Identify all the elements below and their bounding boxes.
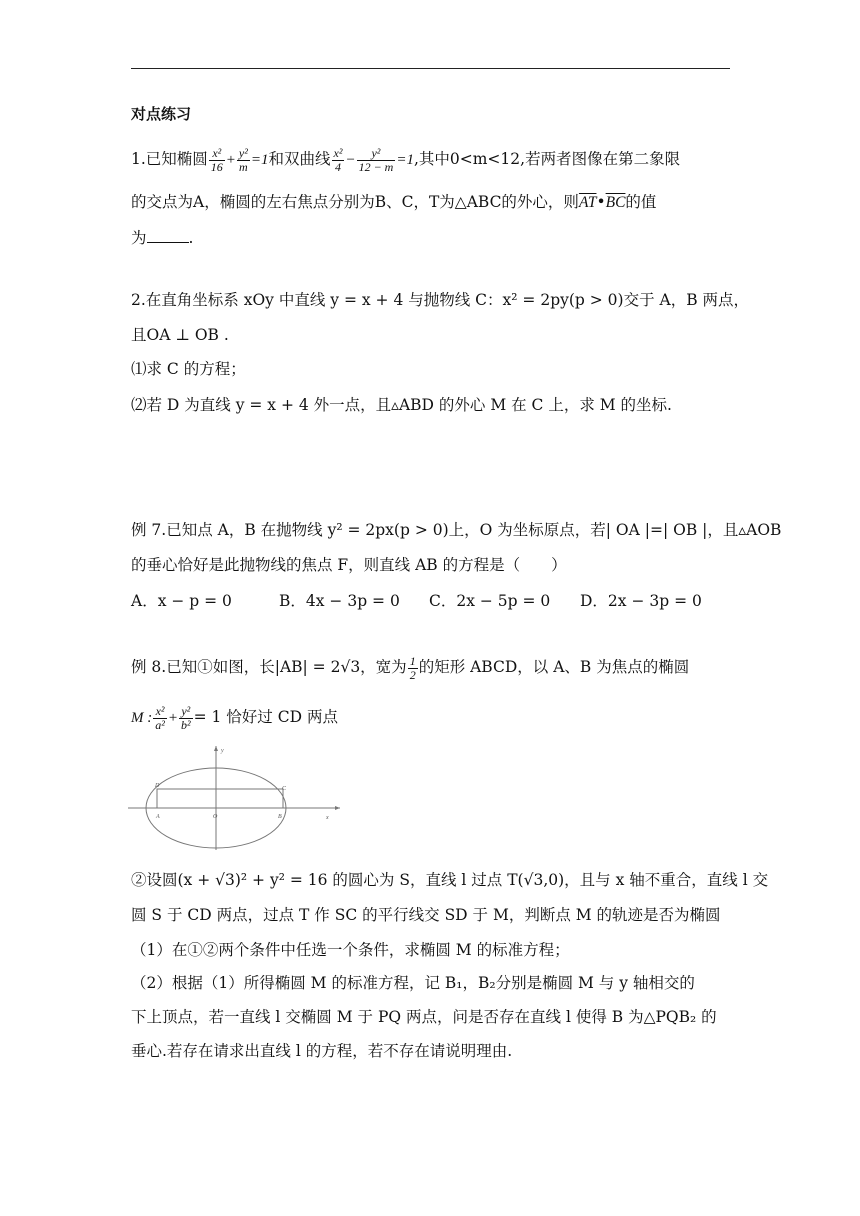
ellipse-figure [128,742,350,852]
example-7-line-1: 例 7.已知点 A，B 在抛物线 y² = 2px(p > 0)上，O 为坐标原点，若| OA |=| OB |，且▵AOB [131,521,782,539]
example-8-line-8: 垂心.若存在请求出直线 l 的方程，若不存在请说明理由. [131,1042,513,1060]
problem-2-part-1: ⑴求 C 的方程； [131,360,246,378]
label-C: C [282,786,287,792]
vector-AT: $\overline{AT}$ [578,194,597,211]
p1-line3-end: . [188,229,194,247]
example-7-options [131,591,731,611]
ex8-line1-text: 例 8.已知①如图，长|AB| = 2√3，宽为 [131,658,407,676]
fraction-y2-12m: $\frac{\text{y²}}{12 - m}$ [358,145,394,174]
ellipse-name: M : [131,710,153,726]
label-A: A [156,814,160,820]
vector-BC: $\overline{BC}$ [605,194,626,211]
equals-1: =1 [250,152,269,168]
answer-blank [147,228,189,243]
fraction-x2-16: $\frac{\text{x²}}{16}$ [210,145,223,174]
option-d: D．2x − 3p = 0 [580,592,702,610]
ex8-line1-end: 的矩形 ABCD，以 A、B 为焦点的椭圆 [418,658,690,676]
option-a: A．x − p = 0 [131,592,232,610]
example-8-line-3: ②设圆(x + √3)² + y² = 16 的圆心为 S，直线 l 过点 T(√3,0)，且与 x 轴不重合，直线 l 交 [131,871,769,889]
option-b: B．4x − 3p = 0 [279,592,400,610]
fraction-x2-4: $\frac{\text{x²}}{4}$ [333,145,343,174]
fraction-y2-m: $\frac{\text{y²}}{m}$ [238,145,248,174]
equals-2: =1 [396,152,414,168]
fraction-one-half: $\frac{1}{2}$ [409,653,416,682]
example-7-line-2: 的垂心恰好是此抛物线的焦点 F，则直线 AB 的方程是（ ） [131,556,567,574]
p1-line2-text: 的交点为A，椭圆的左右焦点分别为B、C，T为△ABC的外心，则 [131,193,579,211]
p1-rest: ,其中0<m<12,若两者图像在第二象限 [413,150,681,168]
label-y: y [221,748,224,754]
example-8-line-4: 圆 S 于 CD 两点，过点 T 作 SC 的平行线交 SD 于 M，判断点 M 的轨迹是否为椭圆 [131,906,721,924]
problem-1-line-1 [131,146,731,174]
rectangle-ABCD [157,789,283,808]
example-8-line-1 [131,654,731,682]
label-D: D [155,783,160,789]
p1-line2-end: 的值 [625,193,657,211]
dot-product: • [596,193,606,211]
section-heading: 对点练习 [131,105,192,123]
label-B: B [278,814,282,820]
problem-2-part-2: ⑵若 D 为直线 y = x + 4 外一点，且▵ABD 的外心 M 在 C 上，求 M 的坐标. [131,396,672,414]
label-x: x [326,815,329,821]
label-O: O [213,814,218,820]
fraction-x2-a2: $\frac{\text{x²}}{\text{a²}}$ [155,703,165,732]
example-8-part-2: （2）根据（1）所得椭圆 M 的标准方程，记 B₁，B₂分别是椭圆 M 与 y 轴相交的 [131,974,695,992]
fraction-y2-b2: $\frac{\text{y²}}{\text{b²}}$ [180,703,191,732]
problem-1-line-3 [131,228,731,248]
example-8-line-7: 下上顶点，若一直线 l 交椭圆 M 于 PQ 两点，问是否存在直线 l 使得 B 为△PQB₂ 的 [131,1008,717,1026]
option-c: C．2x − 5p = 0 [429,592,551,610]
minus-sign: − [345,152,356,168]
plus-sign: + [225,152,236,168]
header-rule [131,68,730,69]
example-8-line-2 [131,702,731,733]
p1-mid: 和双曲线 [268,150,331,168]
problem-2-line-2: 且OA ⊥ OB . [131,326,229,344]
problem-1-line-2 [131,192,731,213]
ex8-line2-end: = 1 恰好过 CD 两点 [193,708,338,726]
plus-sign: + [167,710,178,726]
problem-2-line-1: 2.在直角坐标系 xOy 中直线 y = x + 4 与抛物线 C：x² = 2py(p > 0)交于 A，B 两点， [131,291,750,309]
p1-line3-text: 为 [131,229,147,247]
p1-prefix: 1.已知椭圆 [131,150,208,168]
example-8-part-1: （1）在①②两个条件中任选一个条件，求椭圆 M 的标准方程； [131,941,570,959]
